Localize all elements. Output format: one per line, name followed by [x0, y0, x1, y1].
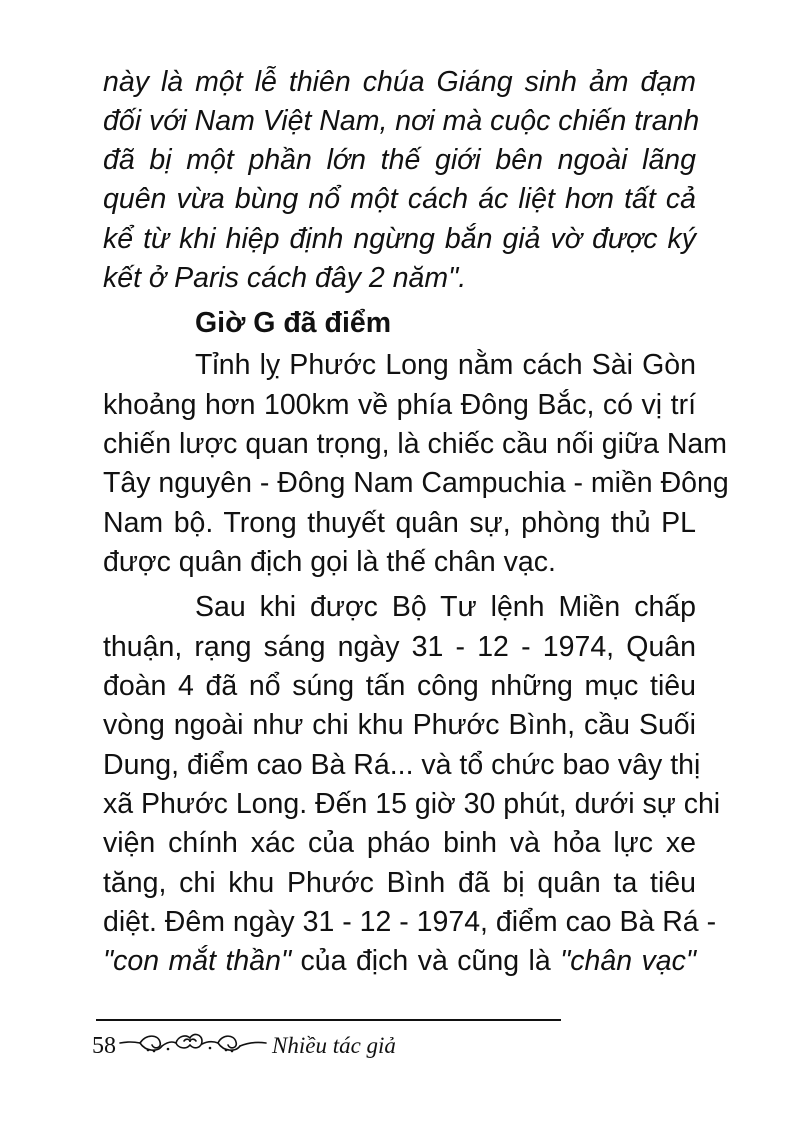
body-line-12: Nam bộ. Trong thuyết quân sự, phòng thủ PL — [103, 507, 696, 539]
body-line-5: kể từ khi hiệp định ngừng bắn giả vờ được ký — [103, 223, 696, 255]
body-line-6: kết ở Paris cách đây 2 năm". — [103, 262, 467, 294]
body-line-3: đã bị một phần lớn thế giới bên ngoài lãng — [103, 144, 696, 176]
page-footer — [92, 1028, 396, 1064]
body-line-13: được quân địch gọi là thế chân vạc. — [103, 546, 556, 578]
body-line-1: này là một lễ thiên chúa Giáng sinh ảm đạm — [103, 66, 696, 98]
body-line-10: chiến lược quan trọng, là chiếc cầu nối giữa Nam — [103, 428, 728, 460]
body-line-18: Dung, điểm cao Bà Rá... và tổ chức bao vây thị — [103, 749, 701, 781]
page-number: 58 — [92, 1032, 116, 1059]
body-line-20: viện chính xác của pháo binh và hỏa lực xe — [103, 827, 696, 859]
body-line-8: Tỉnh lỵ Phước Long nằm cách Sài Gòn — [195, 349, 696, 381]
quote-con-mat-than: "con mắt thần" — [103, 945, 292, 977]
body-line-23-middle: của địch và cũng là — [291, 945, 561, 977]
body-line-17: vòng ngoài như chi khu Phước Bình, cầu Suối — [103, 709, 696, 741]
body-line-15: thuận, rạng sáng ngày 31 - 12 - 1974, Quân — [103, 631, 696, 663]
body-line-11: Tây nguyên - Đông Nam Campuchia - miền Đông — [103, 467, 729, 499]
book-title: Nhiều tác giả — [272, 1033, 396, 1058]
section-heading: Giờ G đã điểm — [195, 307, 392, 339]
body-line-4: quên vừa bùng nổ một cách ác liệt hơn tất cả — [103, 183, 696, 215]
body-line-23 — [103, 941, 696, 981]
body-line-2: đối với Nam Việt Nam, nơi mà cuộc chiến tranh — [103, 105, 700, 137]
body-line-21: tăng, chi khu Phước Bình đã bị quân ta tiêu — [103, 867, 696, 899]
body-line-16: đoàn 4 đã nổ súng tấn công những mục tiêu — [103, 670, 696, 702]
body-line-14: Sau khi được Bộ Tư lệnh Miền chấp — [195, 591, 696, 623]
footer-rule — [96, 1019, 561, 1021]
body-line-9: khoảng hơn 100km về phía Đông Bắc, có vị trí — [103, 389, 696, 421]
body-line-19: xã Phước Long. Đến 15 giờ 30 phút, dưới sự chi — [103, 788, 721, 820]
quote-chan-vac: "chân vạc" — [560, 945, 697, 977]
body-line-22: diệt. Đêm ngày 31 - 12 - 1974, điểm cao Bà Rá - — [103, 906, 717, 938]
ornament-icon — [118, 1028, 268, 1065]
